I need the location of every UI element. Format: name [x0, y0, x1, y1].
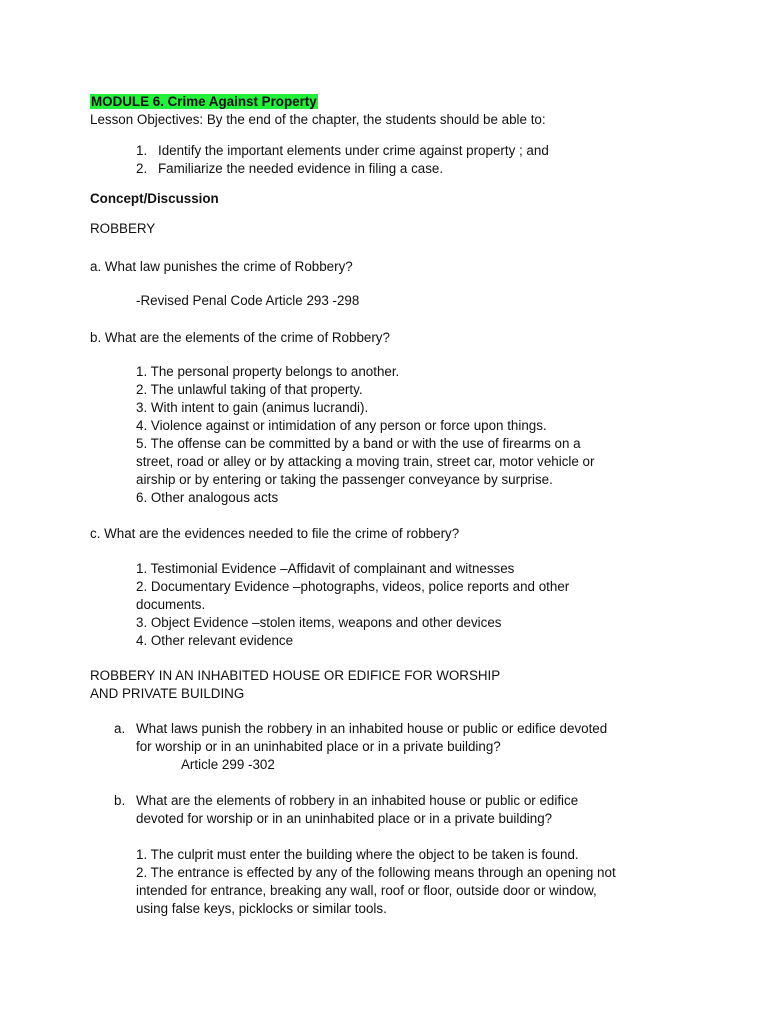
answer-a: Article 299 -302 — [181, 757, 275, 772]
section-heading-inhabited-cont: AND PRIVATE BUILDING — [90, 686, 245, 701]
element-line: using false keys, picklocks or similar tools. — [136, 901, 387, 916]
question-c: c. What are the evidences needed to file the crime of robbery? — [90, 526, 460, 541]
evidence-line: 1. Testimonial Evidence –Affidavit of complainant and witnesses — [136, 561, 515, 576]
objective-item — [136, 142, 549, 160]
question-b-label: b. — [114, 793, 126, 808]
module-title — [90, 93, 318, 111]
evidence-line: 2. Documentary Evidence –photographs, videos, police reports and other — [136, 579, 570, 594]
objective-number: 1. — [136, 143, 148, 158]
element-line: 1. The culprit must enter the building where the object to be taken is found. — [136, 847, 579, 862]
objective-text: Familiarize the needed evidence in filing a case. — [158, 161, 444, 176]
question-a-line: for worship or in an uninhabited place or in a private building? — [136, 739, 501, 754]
section-heading-robbery: ROBBERY — [90, 221, 156, 236]
question-a-line: What laws punish the robbery in an inhabited house or public or edifice devoted — [136, 721, 608, 736]
question-a-label: a. — [114, 721, 126, 736]
section-heading-inhabited: ROBBERY IN AN INHABITED HOUSE OR EDIFICE FOR WORSHIP — [90, 668, 501, 683]
element-line: 2. The entrance is effected by any of the following means through an opening not — [136, 865, 616, 880]
question-a: a. What law punishes the crime of Robbery? — [90, 259, 353, 274]
question-b: b. What are the elements of the crime of Robbery? — [90, 330, 390, 345]
element-line: 3. With intent to gain (animus lucrandi). — [136, 400, 369, 415]
evidence-line: documents. — [136, 597, 206, 612]
element-line: 5. The offense can be committed by a band or with the use of firearms on a — [136, 436, 581, 451]
answer-a: -Revised Penal Code Article 293 -298 — [136, 293, 360, 308]
objectives-intro: Lesson Objectives: By the end of the chapter, the students should be able to: — [90, 112, 546, 127]
objective-item — [136, 160, 444, 178]
element-line: 1. The personal property belongs to another. — [136, 364, 400, 379]
evidence-line: 3. Object Evidence –stolen items, weapons and other devices — [136, 615, 502, 630]
element-line: 6. Other analogous acts — [136, 490, 279, 505]
question-b-line: devoted for worship or in an uninhabited place or in a private building? — [136, 811, 553, 826]
concept-heading: Concept/Discussion — [90, 191, 219, 206]
element-line: intended for entrance, breaking any wall, roof or floor, outside door or window, — [136, 883, 597, 898]
element-line: 2. The unlawful taking of that property. — [136, 382, 363, 397]
objective-text: Identify the important elements under crime against property ; and — [158, 143, 549, 158]
element-line: street, road or alley or by attacking a moving train, street car, motor vehicle or — [136, 454, 595, 469]
element-line: 4. Violence against or intimidation of any person or force upon things. — [136, 418, 547, 433]
evidence-line: 4. Other relevant evidence — [136, 633, 294, 648]
element-line: airship or by entering or taking the passenger conveyance by surprise. — [136, 472, 553, 487]
objective-number: 2. — [136, 161, 148, 176]
question-b-line: What are the elements of robbery in an inhabited house or public or edifice — [136, 793, 579, 808]
highlighted-title: MODULE 6. Crime Against Property — [91, 94, 317, 109]
